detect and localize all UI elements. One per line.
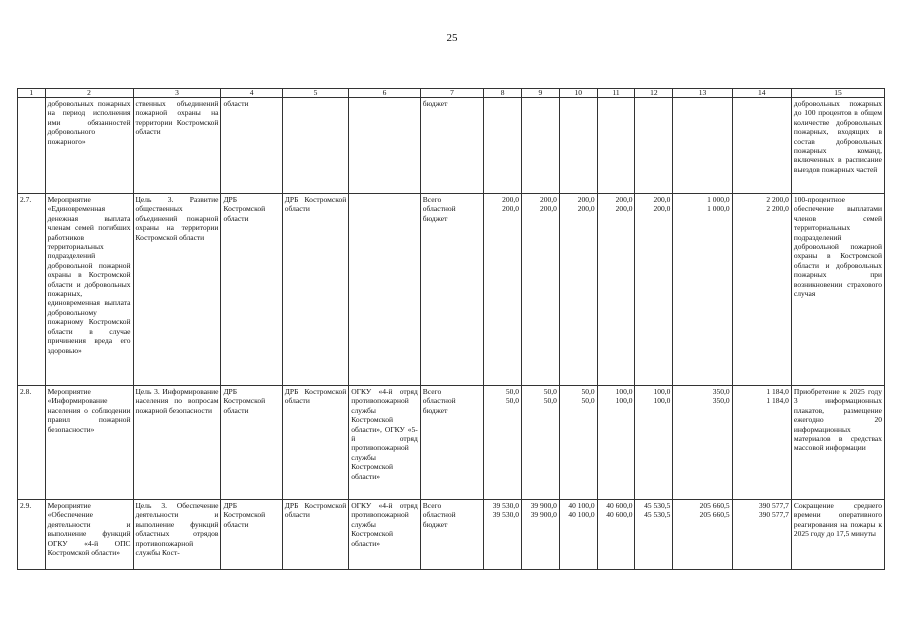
value-col-11-line: 40 600,0 (606, 501, 633, 510)
value-col-9 (522, 500, 560, 570)
table-row (18, 386, 885, 500)
column-number: 9 (522, 89, 560, 98)
participant (349, 194, 421, 386)
co-executor: ДРБ Костромской области (282, 386, 348, 500)
value-col-13-line: 350,0 (712, 396, 730, 406)
value-col-8-line: 50,0 (505, 396, 519, 406)
row-number: 2.7. (18, 194, 46, 386)
column-number: 1 (18, 89, 46, 98)
value-col-14-line: 1 184,0 (766, 387, 789, 396)
expected-result: 100-процентное обеспечение выплатами членов семей территориальных подразделений добровольной пожарной охраны в Костромской области и добровольных пожарных при возникновении страхового случая (791, 194, 884, 386)
value-col-13 (673, 98, 732, 194)
column-number: 4 (221, 89, 282, 98)
value-col-12 (635, 98, 673, 194)
value-col-13-line: 205 660,5 (699, 501, 730, 510)
column-number: 2 (45, 89, 133, 98)
value-col-9 (522, 98, 560, 194)
column-number: 3 (133, 89, 221, 98)
row-number: 2.8. (18, 386, 46, 500)
value-col-9-line: 39 900,0 (530, 510, 557, 520)
column-number-row (18, 89, 885, 98)
value-col-13-line: 1 000,0 (707, 204, 730, 214)
value-col-14-line: 390 577,7 (758, 510, 789, 520)
funding-source-line: областной бюджет (422, 204, 456, 223)
value-col-11 (597, 386, 635, 500)
value-col-11 (597, 98, 635, 194)
value-col-8-line: 200,0 (502, 204, 519, 214)
value-col-14 (732, 500, 791, 570)
value-col-13-line: 205 660,5 (699, 510, 730, 520)
value-col-12 (635, 386, 673, 500)
value-col-11-line: 200,0 (615, 195, 633, 204)
goal: Цель 3. Информирование населения по вопросам пожарной безопасности (133, 386, 221, 500)
value-col-9-line: 39 900,0 (530, 501, 557, 510)
value-col-8-line: 50,0 (505, 387, 519, 396)
participant (349, 98, 421, 194)
value-col-9-line: 50,0 (543, 387, 557, 396)
program-table (17, 88, 885, 570)
value-col-10 (559, 500, 597, 570)
value-col-10-line: 40 100,0 (568, 510, 595, 520)
value-col-10-line: 50,0 (581, 387, 595, 396)
value-col-14-line: 1 184,0 (766, 396, 789, 406)
responsible-executor: ДРБ Костромской области (221, 500, 282, 570)
value-col-10 (559, 194, 597, 386)
column-number: 8 (484, 89, 522, 98)
table-row (18, 194, 885, 386)
value-col-11-line: 40 600,0 (606, 510, 633, 520)
funding-source (420, 500, 483, 570)
value-col-8 (484, 98, 522, 194)
value-col-12-line: 100,0 (653, 387, 671, 396)
event-name: Мероприятие «Единовременная денежная выплата членам семей погибших работников территориальных подразделений добровольной пожарной охраны в Костромской области и добровольных пожарных, единовременная выплата добровольному пожарному Костромской области в случае причинения вреда его здоровью» (45, 194, 133, 386)
funding-source (420, 386, 483, 500)
value-col-13 (673, 386, 732, 500)
value-col-9 (522, 194, 560, 386)
funding-source-line: Всего (422, 195, 442, 204)
column-number: 10 (559, 89, 597, 98)
goal: Цель 3. Развитие общественных объединений пожарной охраны на территории Костромской области (133, 194, 221, 386)
value-col-14 (732, 386, 791, 500)
column-number: 6 (349, 89, 421, 98)
value-col-12 (635, 194, 673, 386)
row-number: 2.9. (18, 500, 46, 570)
expected-result: Сокращение среднего времени оперативного реагирования на пожары к 2025 году до 17,5 минуты (791, 500, 884, 570)
column-number: 15 (791, 89, 884, 98)
value-col-11-line: 100,0 (615, 387, 633, 396)
value-col-10-line: 200,0 (577, 204, 595, 214)
value-col-9-line: 200,0 (539, 204, 557, 214)
funding-source-line: областной бюджет (422, 396, 456, 415)
value-col-14-line: 2 200,0 (766, 195, 789, 204)
value-col-12-line: 45 530,5 (644, 501, 671, 510)
row-number (18, 98, 46, 194)
value-col-12-line: 45 530,5 (644, 510, 671, 520)
responsible-executor: ДРБ Костромской области (221, 386, 282, 500)
value-col-10 (559, 98, 597, 194)
value-col-8-line: 39 530,0 (492, 501, 519, 510)
value-col-14 (732, 194, 791, 386)
participant: ОГКУ «4-й отряд противопожарной службы Костромской области», ОГКУ «5-й отряд противопожарной службы Костромской области» (349, 386, 421, 500)
value-col-9-line: 50,0 (543, 396, 557, 406)
value-col-14 (732, 98, 791, 194)
goal: Цель 3. Обеспечение деятельности и выполнение функций областных отрядов противопожарной службы Кост- (133, 500, 221, 570)
funding-source (420, 98, 483, 194)
expected-result: Приобретение к 2025 году 3 информационных плакатов, размещение ежегодно 20 информационных материалов в средствах массовой информации (791, 386, 884, 500)
value-col-11-line: 100,0 (615, 396, 633, 406)
column-number: 5 (282, 89, 348, 98)
co-executor: ДРБ Костромской области (282, 500, 348, 570)
table-row (18, 98, 885, 194)
participant: ОГКУ «4-й отряд противопожарной службы Костромской области» (349, 500, 421, 570)
column-number: 12 (635, 89, 673, 98)
event-name: Мероприятие «Информирование населения о соблюдении правил пожарной безопасности» (45, 386, 133, 500)
value-col-11-line: 200,0 (615, 204, 633, 214)
value-col-12-line: 200,0 (653, 195, 671, 204)
value-col-12 (635, 500, 673, 570)
value-col-10-line: 200,0 (577, 195, 595, 204)
responsible-executor: области (221, 98, 282, 194)
expected-result: добровольных пожарных до 100 процентов в общем количестве добровольных пожарных, входящих в состав добровольных пожарных команд, включенных в расписание выездов пожарных частей (791, 98, 884, 194)
event-name: Мероприятие «Обеспечение деятельности и выполнение функций ОГКУ «4-й ОПС Костромской области» (45, 500, 133, 570)
value-col-11 (597, 194, 635, 386)
value-col-8 (484, 386, 522, 500)
funding-source-line: Всего (422, 501, 442, 510)
funding-source-line: бюджет (422, 99, 448, 108)
value-col-13-line: 350,0 (712, 387, 730, 396)
value-col-8-line: 39 530,0 (492, 510, 519, 520)
value-col-8 (484, 194, 522, 386)
value-col-13-line: 1 000,0 (707, 195, 730, 204)
column-number: 11 (597, 89, 635, 98)
value-col-9 (522, 386, 560, 500)
responsible-executor: ДРБ Костромской области (221, 194, 282, 386)
value-col-10-line: 50,0 (581, 396, 595, 406)
funding-source-line: Всего (422, 387, 442, 396)
value-col-11 (597, 500, 635, 570)
funding-source-line: областной бюджет (422, 510, 456, 529)
value-col-9-line: 200,0 (539, 195, 557, 204)
value-col-12-line: 100,0 (653, 396, 671, 406)
funding-source (420, 194, 483, 386)
value-col-14-line: 390 577,7 (758, 501, 789, 510)
table-row (18, 500, 885, 570)
goal: ственных объединений пожарной охраны на территории Костромской области (133, 98, 221, 194)
co-executor (282, 98, 348, 194)
value-col-8 (484, 500, 522, 570)
value-col-14-line: 2 200,0 (766, 204, 789, 214)
value-col-13 (673, 194, 732, 386)
value-col-12-line: 200,0 (653, 204, 671, 214)
page-number: 25 (446, 32, 458, 44)
column-number: 14 (732, 89, 791, 98)
value-col-10 (559, 386, 597, 500)
column-number: 7 (420, 89, 483, 98)
column-number: 13 (673, 89, 732, 98)
value-col-13 (673, 500, 732, 570)
event-name: добровольных пожарных на период исполнения ими обязанностей добровольного пожарного» (45, 98, 133, 194)
value-col-10-line: 40 100,0 (568, 501, 595, 510)
co-executor: ДРБ Костромской области (282, 194, 348, 386)
value-col-8-line: 200,0 (502, 195, 519, 204)
